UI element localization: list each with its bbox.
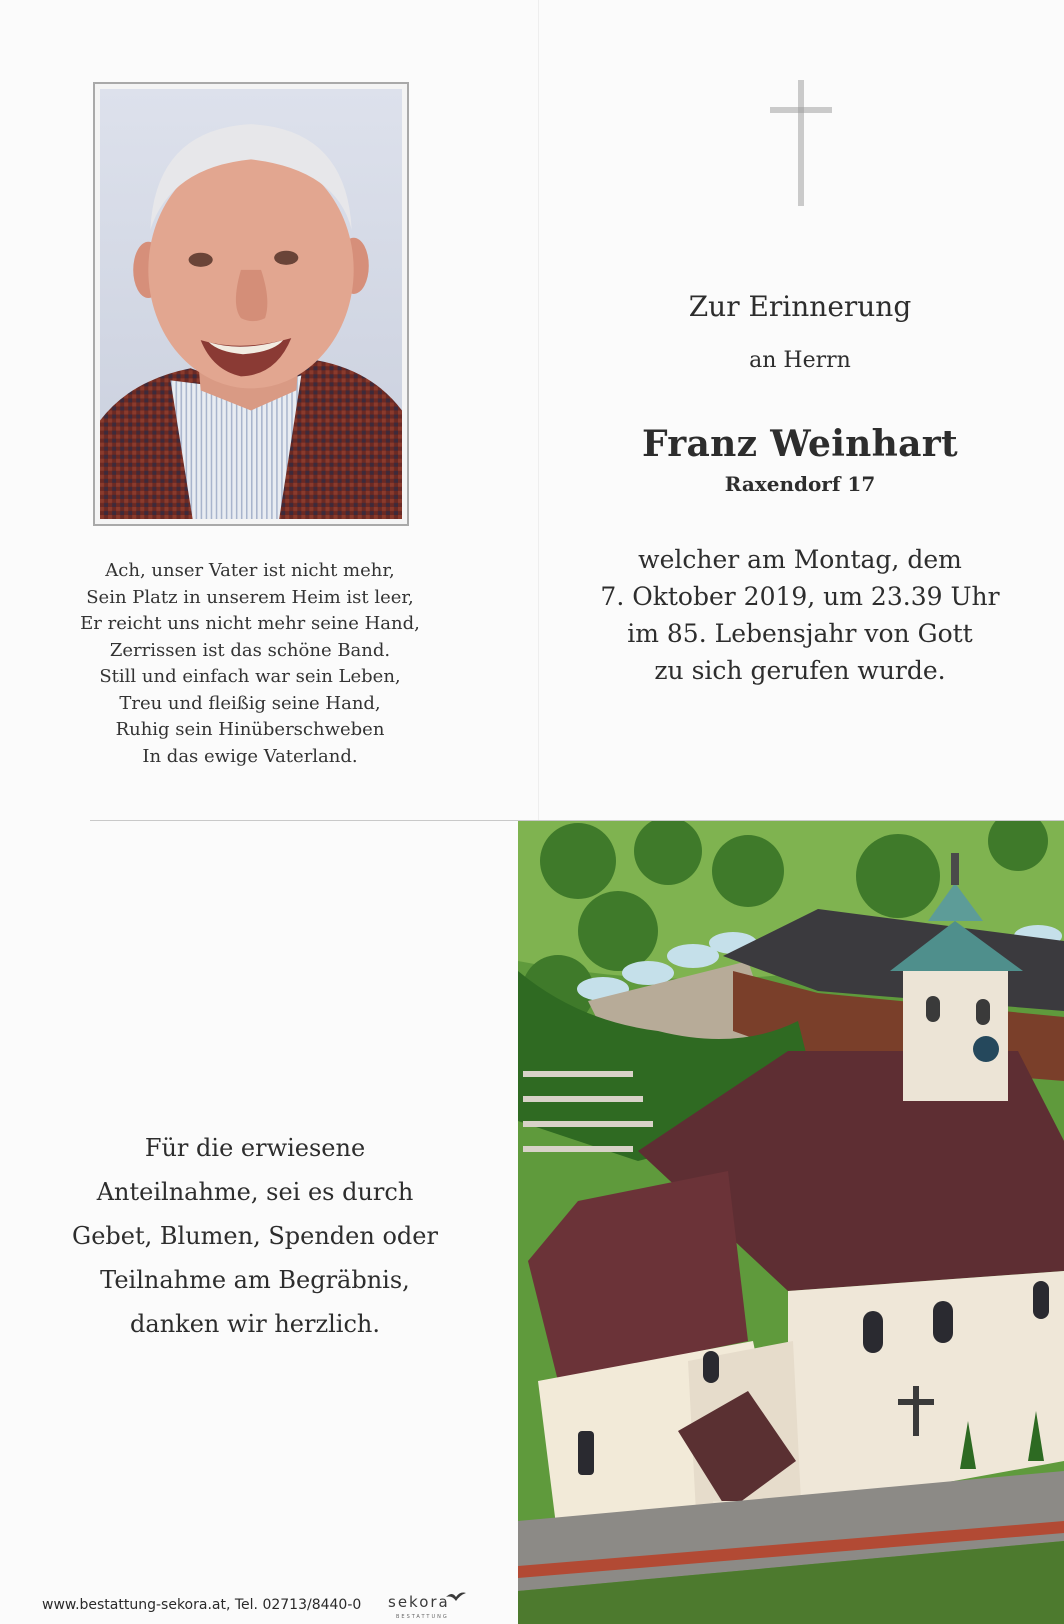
brand-logo: sekora <box>388 1593 450 1611</box>
memorial-text-line: zu sich gerufen wurde. <box>654 656 946 685</box>
poem-line: Zerrissen ist das schöne Band. <box>109 639 391 661</box>
deceased-address: Raxendorf 17 <box>724 472 876 496</box>
poem-line: Ruhig sein Hinüberschweben <box>115 719 385 740</box>
thanks-text <box>40 1126 470 1346</box>
portrait-frame <box>93 82 409 526</box>
brand-subtitle: BESTATTUNG <box>396 1614 449 1620</box>
poem-line: Treu und fleißig seine Hand, <box>119 692 381 714</box>
poem-line: Er reicht uns nicht mehr seine Hand, <box>80 613 420 634</box>
poem <box>60 558 440 770</box>
deceased-name: Franz Weinhart <box>642 423 958 465</box>
thanks-line: Anteilnahme, sei es durch <box>96 1178 414 1206</box>
poem-line: Ach, unser Vater ist nicht mehr, <box>105 560 395 581</box>
memorial-text-line: 7. Oktober 2019, um 23.39 Uhr <box>600 582 1000 611</box>
memorial-text-line: im 85. Lebensjahr von Gott <box>627 619 973 648</box>
memorial-subheading: an Herrn <box>749 348 851 373</box>
memorial-heading: Zur Erinnerung <box>688 290 912 323</box>
thanks-line: Gebet, Blumen, Spenden oder <box>72 1222 438 1250</box>
bird-icon <box>446 1591 466 1603</box>
poem-line: In das ewige Vaterland. <box>142 745 358 767</box>
cross-icon <box>770 80 832 206</box>
footer-contact: www.bestattung-sekora.at, Tel. 02713/8440-0 <box>42 1597 362 1613</box>
portrait-photo <box>100 89 402 519</box>
memorial-text <box>560 541 1040 689</box>
thanks-line: danken wir herzlich. <box>130 1310 380 1338</box>
fold-line-vertical <box>538 0 539 820</box>
thanks-line: Für die erwiesene <box>144 1134 366 1162</box>
church-photo <box>518 821 1064 1624</box>
poem-line: Sein Platz in unserem Heim ist leer, <box>86 586 414 608</box>
thanks-line: Teilnahme am Begräbnis, <box>100 1266 410 1294</box>
poem-line: Still und einfach war sein Leben, <box>99 666 401 687</box>
memorial-text-line: welcher am Montag, dem <box>638 545 962 574</box>
